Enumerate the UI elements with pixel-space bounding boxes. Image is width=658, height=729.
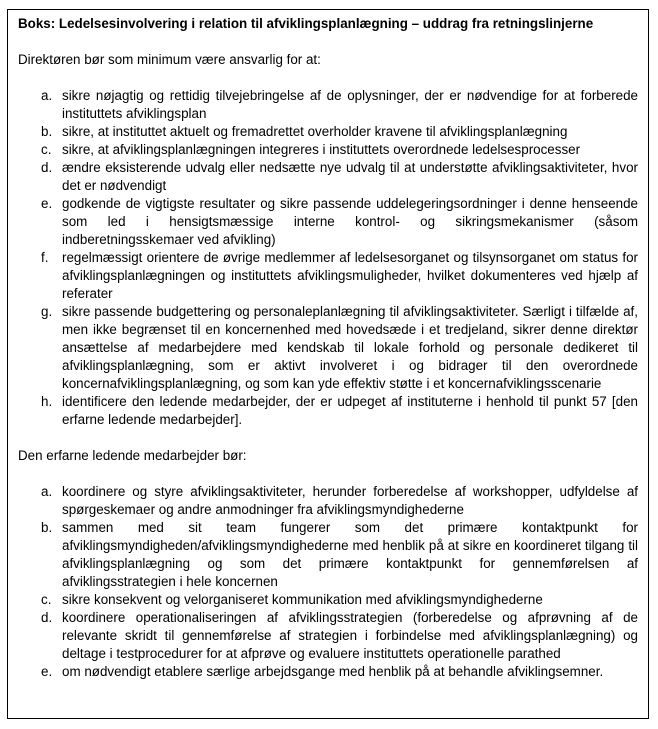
list-item-text: sikre nøjagtig og rettidig tilvejebringelse af de oplysninger, der er nødvendige for at forberede instituttets afviklingsplan (62, 88, 638, 121)
list-marker: b. (41, 520, 53, 535)
list-item (18, 591, 638, 609)
list-item (18, 663, 638, 681)
list-marker: b. (41, 124, 53, 139)
list-marker: a. (41, 484, 53, 499)
list-item-text: sikre, at instituttet aktuelt og fremadrettet overholder kravene til afviklingsplanlægning (62, 124, 568, 139)
section2-intro: Den erfarne ledende medarbejder bør: (18, 448, 247, 463)
box-title: Boks: Ledelsesinvolvering i relation til afviklingsplanlægning – uddrag fra retningslinjerne (18, 16, 594, 31)
list-marker: d. (41, 610, 53, 625)
list-marker: c. (41, 142, 52, 157)
list-item (18, 195, 638, 249)
list-item (18, 141, 638, 159)
list-item-text: regelmæssigt orientere de øvrige medlemmer af ledelsesorganet og tilsynsorganet om status for afviklingsplanlægningen og instituttets afviklingsmuligheder, hvilket dokumenteres ved hjælp af referater (62, 250, 638, 301)
list-item-text: sammen med sit team fungerer som det primære kontaktpunkt for afviklingsmyndigheden/afviklingsmyndighederne med henblik på at sikre en koordineret tilgang til afviklingsplanlægning og som det primære kontaktpunkt for gennemførelsen af afviklingsstrategien i hele koncernen (62, 520, 638, 589)
list-item (18, 609, 638, 663)
list-item-text: godkende de vigtigste resultater og sikre passende uddelegeringsordninger i denne henseende som led i hensigtsmæssige interne kontrol- og sikringsmekanismer (såsom indberetningsskemaer ved afvikling) (62, 196, 638, 247)
list-item-text: koordinere operationaliseringen af afviklingsstrategien (forberedelse og afprøvning af de relevante skridt til gennemførelse af strategien i forbindelse med afviklingsplanlægning) og deltage i testprocedurer for at afprøve og evaluere instituttets operationelle parathed (62, 610, 638, 661)
list-marker: d. (41, 160, 53, 175)
list-item-text: identificere den ledende medarbejder, der er udpeget af instituterne i henhold til punkt 57 [den erfarne ledende medarbejder]. (62, 394, 638, 427)
list-item-text: sikre konsekvent og velorganiseret kommunikation med afviklingsmyndighederne (62, 592, 543, 607)
section2-list (18, 483, 638, 681)
list-item (18, 159, 638, 195)
list-marker: e. (41, 196, 53, 211)
list-item (18, 483, 638, 519)
list-marker: g. (41, 304, 53, 319)
list-item-text: koordinere og styre afviklingsaktiviteter, herunder forberedelse af workshopper, udfyldelse af spørgeskemaer og andre anmodninger fra afviklingsmyndighederne (62, 484, 638, 517)
list-item-text: sikre passende budgettering og personaleplanlægning til afviklingsaktiviteter. Særligt i tilfælde af, men ikke begrænset til en koncernenhed med hovedsæde i et tredjeland, sikrer denne direktør ansættelse af medarbejdere med kendskab til lokale forhold og personale dedikeret til afviklingsplanlægning, som er aktivt involveret i og bidrager til den overordnede koncernafviklingsplanlægning, og som kan yde effektiv støtte i et koncernafviklingsscenarie (62, 304, 638, 391)
section1-intro: Direktøren bør som minimum være ansvarlig for at: (18, 52, 321, 67)
list-marker: f. (41, 250, 49, 265)
list-item-text: om nødvendigt etablere særlige arbejdsgange med henblik på at behandle afviklingsemner. (62, 664, 604, 679)
list-item (18, 303, 638, 393)
list-item (18, 519, 638, 591)
text-box (7, 9, 649, 719)
list-item (18, 87, 638, 123)
section1-list (18, 87, 638, 429)
list-marker: c. (41, 592, 52, 607)
list-marker: e. (41, 664, 53, 679)
list-item (18, 249, 638, 303)
list-item-text: sikre, at afviklingsplanlægningen integreres i instituttets overordnede ledelsesprocesser (62, 142, 581, 157)
list-item (18, 393, 638, 429)
list-marker: h. (41, 394, 53, 409)
list-marker: a. (41, 88, 53, 103)
list-item (18, 123, 638, 141)
list-item-text: ændre eksisterende udvalg eller nedsætte nye udvalg til at understøtte afviklingsaktiviteter, hvor det er nødvendigt (62, 160, 638, 193)
